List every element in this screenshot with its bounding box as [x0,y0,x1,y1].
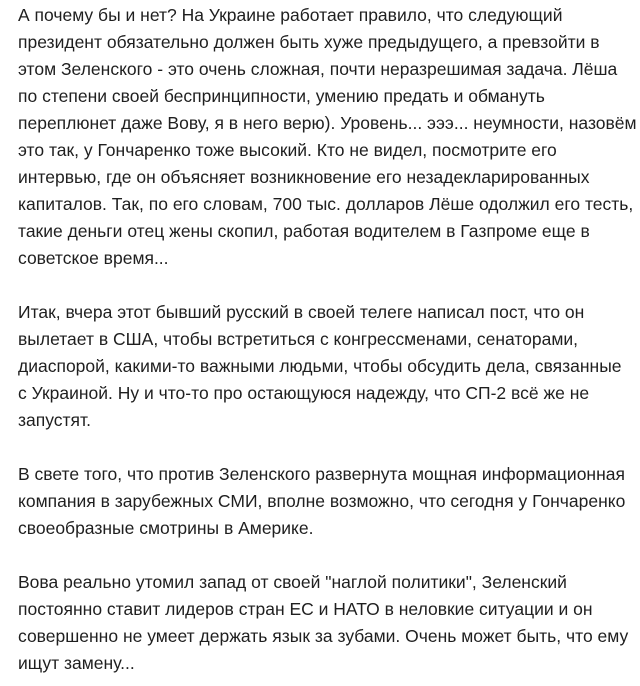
text-line: интервью, где он объясняет возникновение его незадекларированных [18,167,590,187]
text-line: президент обязательно должен быть хуже предыдущего, а превзойти в [18,32,600,52]
paragraph-1 [18,2,637,272]
paragraph-2 [18,299,632,434]
text-line: своеобразные смотрины в Америке. [18,518,314,538]
text-line: советское время... [18,248,169,268]
text-line: постоянно ставит лидеров стран ЕС и НАТО в неловкие ситуации и он [18,599,593,619]
text-line: компания в зарубежных СМИ, вполне возможно, что сегодня у Гончаренко [18,491,626,511]
text-line: запустят. [18,410,91,430]
text-line: капиталов. Так, по его словам, 700 тыс. долларов Лёше одолжил его тесть, [18,194,634,214]
text-line: по степени своей беспринципности, умению предать и обмануть [18,86,545,106]
text-line: ищут замену... [18,653,135,673]
text-line: с Украиной. Ну и что-то про остающуюся надежду, что СП-2 всё же не [18,383,590,403]
text-line: Итак, вчера этот бывший русский в своей телеге написал пост, что он [18,302,585,322]
text-line: А почему бы и нет? На Украине работает правило, что следующий [18,5,563,25]
text-line: такие деньги отец жены скопил, работая водителем в Газпроме еще в [18,221,590,241]
text-line: это так, у Гончаренко тоже высокий. Кто не видел, посмотрите его [18,140,557,160]
text-line: Вова реально утомил запад от своей "наглой политики", Зеленский [18,572,567,592]
text-line: совершенно не умеет держать язык за зубами. Очень может быть, что ему [18,626,629,646]
text-line: В свете того, что против Зеленского развернута мощная информационная [18,464,625,484]
paragraph-3 [18,461,632,542]
text-line: диаспорой, какими-то важными людьми, чтобы обсудить дела, связанные [18,356,622,376]
text-line: переплюнет даже Вову, я в него верю). Уровень... эээ... неумности, назовём [18,113,637,133]
text-line: вылетает в США, чтобы встретиться с конгрессменами, сенаторами, [18,329,579,349]
paragraph-4 [18,569,632,677]
text-line: этом Зеленского - это очень сложная, почти неразрешимая задача. Лёша [18,59,618,79]
